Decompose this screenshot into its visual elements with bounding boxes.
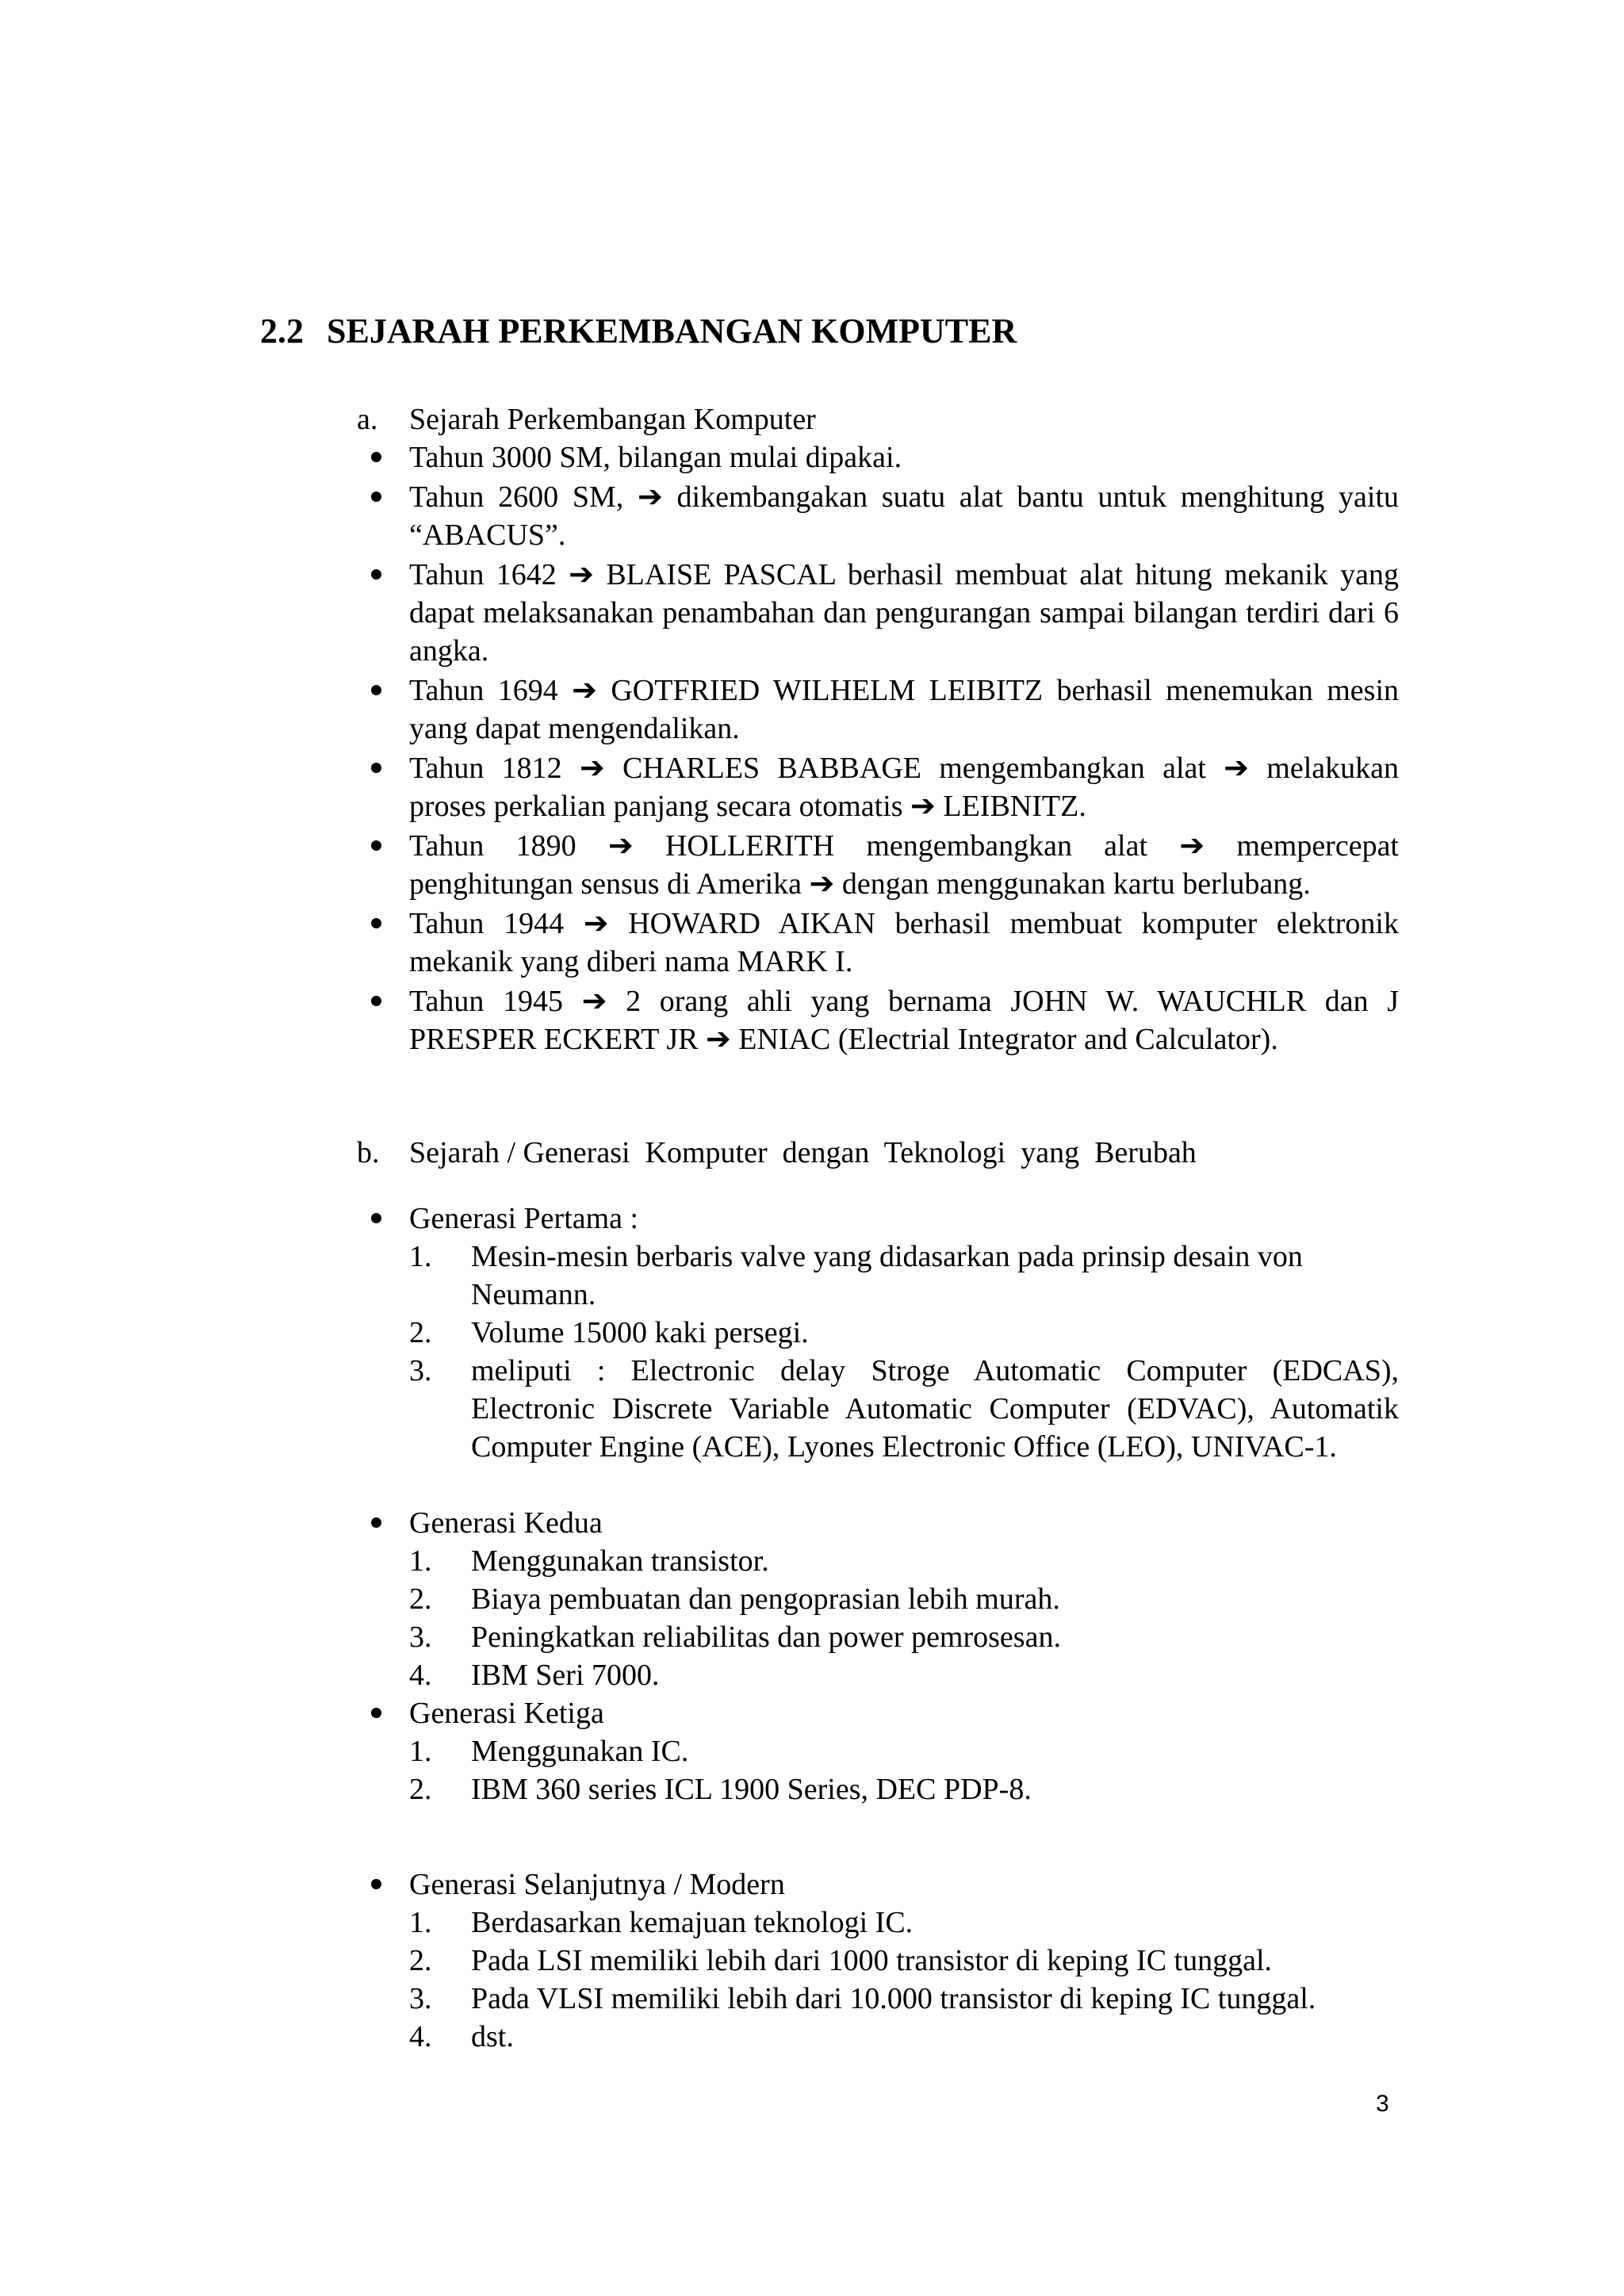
generation-title: Generasi Selanjutnya / Modern [409, 1868, 785, 1901]
section-title: SEJARAH PERKEMBANGAN KOMPUTER [327, 312, 1017, 350]
part-a-letter: a. [357, 403, 378, 436]
section-heading [260, 309, 1017, 354]
list-item: Tahun 2600 SM, ➔ dikembangakan suatu alat bantu untuk menghitung yaitu “ABACUS”. [409, 478, 1399, 554]
generation-points [409, 1732, 1399, 1808]
bullet-icon [371, 763, 381, 773]
bullet-icon [371, 1879, 381, 1889]
numbered-item: 1. Menggunakan IC. [409, 1735, 689, 1768]
numbered-item: 2. Pada LSI memiliki lebih dari 1000 transistor di keping IC tunggal. [409, 1944, 1273, 1977]
numbered-item: 3. meliputi : Electronic delay Stroge Automatic Computer (EDCAS), Electronic Discrete Variable Automatic Computer (EDVAC), Automatik Computer Engine (ACE), Lyones Electronic Office (LEO), UNIVAC-1. [409, 1354, 1399, 1464]
generation-title: Generasi Kedua [409, 1506, 603, 1540]
generation-item [409, 1866, 1399, 2056]
numbered-item: 1. Mesin-mesin berbaris valve yang didasarkan pada prinsip desain von Neumann. [409, 1240, 1303, 1311]
list-item: Tahun 1944 ➔ HOWARD AIKAN berhasil membuat komputer elektronik mekanik yang diberi nama MARK I. [409, 905, 1399, 981]
list-item: Tahun 1890 ➔ HOLLERITH mengembangkan alat ➔ mempercepat penghitungan sensus di Amerika ➔ dengan menggunakan kartu berlubang. [409, 827, 1399, 903]
list-item: Tahun 1812 ➔ CHARLES BABBAGE mengembangkan alat ➔ melakukan proses perkalian panjang secara otomatis ➔ LEIBNITZ. [409, 749, 1399, 825]
generation-item [409, 1694, 1399, 1808]
generation-first [0, 1200, 1399, 1466]
part-a-title: Sejarah Perkembangan Komputer [409, 403, 816, 436]
list-item: Tahun 1642 ➔ BLAISE PASCAL berhasil membuat alat hitung mekanik yang dapat melaksanakan penambahan dan pengurangan sampai bilangan terdiri dari 6 angka. [409, 556, 1399, 670]
numbered-item: 3. Peningkatkan reliabilitas dan power pemrosesan. [409, 1621, 1061, 1654]
bullet-icon [371, 918, 381, 928]
generation-points [409, 1542, 1399, 1694]
numbered-item: 3. Pada VLSI memiliki lebih dari 10.000 transistor di keping IC tunggal. [409, 1982, 1316, 2015]
bullet-icon [371, 492, 381, 502]
bullet-icon [371, 1517, 381, 1528]
numbered-item: 1. Menggunakan transistor. [409, 1544, 769, 1578]
section-number: 2.2 [260, 312, 304, 350]
generation-modern [0, 1866, 1399, 2056]
bullet-icon [371, 1213, 381, 1223]
bullet-icon [371, 996, 381, 1006]
list-item: Tahun 3000 SM, bilangan mulai dipakai. [409, 438, 1399, 476]
part-a-label [357, 400, 816, 438]
numbered-item: 2. Biaya pembuatan dan pengoprasian lebih murah. [409, 1582, 1060, 1616]
part-b-title: Sejarah / Generasi Komputer dengan Teknologi yang Berubah [409, 1136, 1197, 1169]
bullet-icon [371, 840, 381, 851]
numbered-item: 2. Volume 15000 kaki persegi. [409, 1316, 809, 1349]
numbered-item: 2. IBM 360 series ICL 1900 Series, DEC PDP-8. [409, 1773, 1032, 1806]
page-number: 3 [1376, 2091, 1389, 2117]
numbered-item: 4. IBM Seri 7000. [409, 1659, 660, 1692]
bullet-icon [371, 1708, 381, 1718]
part-b-label [357, 1134, 1197, 1172]
numbered-item: 1. Berdasarkan kemajuan teknologi IC. [409, 1906, 914, 1939]
generation-item [409, 1200, 1399, 1466]
generation-points [409, 1904, 1399, 2056]
generation-title: Generasi Pertama : [409, 1202, 639, 1235]
bullet-icon [371, 452, 381, 462]
numbered-item: 4. dst. [409, 2020, 514, 2053]
part-b-letter: b. [357, 1136, 380, 1169]
list-item: Tahun 1945 ➔ 2 orang ahli yang bernama JOHN W. WAUCHLR dan J PRESPER ECKERT JR ➔ ENIAC (Electrial Integrator and Calculator). [409, 982, 1399, 1058]
generation-title: Generasi Ketiga [409, 1697, 604, 1730]
history-list [0, 438, 1399, 1060]
generation-third [0, 1694, 1399, 1808]
bullet-icon [371, 569, 381, 580]
generation-points [409, 1238, 1399, 1466]
bullet-icon [371, 685, 381, 695]
list-item: Tahun 1694 ➔ GOTFRIED WILHELM LEIBITZ berhasil menemukan mesin yang dapat mengendalikan. [409, 672, 1399, 748]
generation-second [0, 1504, 1399, 1694]
generation-item [409, 1504, 1399, 1694]
